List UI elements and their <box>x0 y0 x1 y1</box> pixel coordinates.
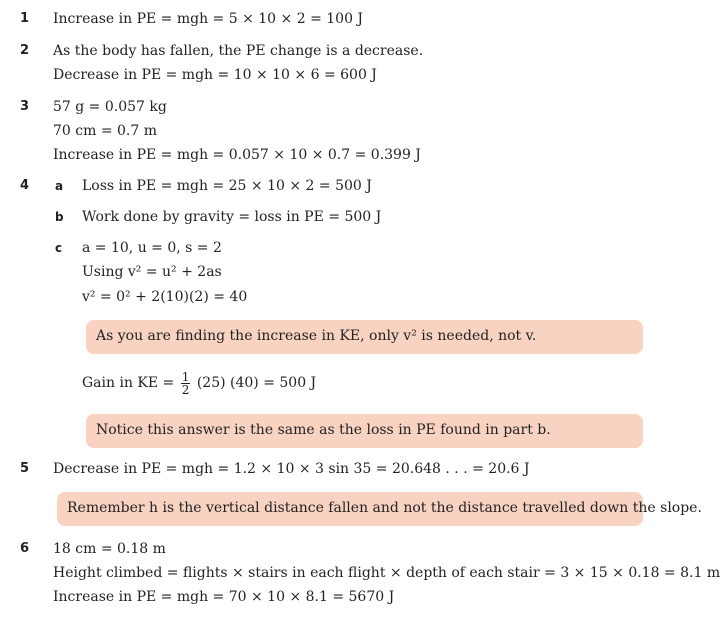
q4-part-c-line-3: v² = 0² + 2(10)(2) = 40 <box>82 289 248 305</box>
q4-note-ke: As you are finding the increase in KE, only v² is needed, not v. <box>86 320 643 354</box>
q3-line-2: 70 cm = 0.7 m <box>53 123 158 139</box>
q4-part-b-line: Work done by gravity = loss in PE = 500 J <box>82 209 382 225</box>
q6-line-1: 18 cm = 0.18 m <box>53 541 166 557</box>
q4-part-a-label: a <box>55 179 64 193</box>
q3-line-1: 57 g = 0.057 kg <box>53 99 167 115</box>
q1-line: Increase in PE = mgh = 5 × 10 × 2 = 100 J <box>53 11 364 27</box>
question-number-1: 1 <box>20 11 30 26</box>
fraction-numerator: 1 <box>181 369 190 384</box>
q4-part-c-label: c <box>55 241 63 255</box>
q2-line-1: As the body has fallen, the PE change is a decrease. <box>53 43 424 59</box>
q3-line-3: Increase in PE = mgh = 0.057 × 10 × 0.7 = 0.399 J <box>53 147 421 163</box>
question-number-3: 3 <box>20 99 30 114</box>
question-number-2: 2 <box>20 43 30 58</box>
gain-prefix: Gain in KE = <box>82 375 175 391</box>
q6-line-3: Increase in PE = mgh = 70 × 10 × 8.1 = 5670 J <box>53 589 395 605</box>
question-number-5: 5 <box>20 461 30 476</box>
fraction-half <box>181 371 191 396</box>
q2-line-2: Decrease in PE = mgh = 10 × 10 × 6 = 600 J <box>53 67 377 83</box>
q5-note: Remember h is the vertical distance fallen and not the distance travelled down the slope. <box>57 492 643 526</box>
q4-part-b-label: b <box>55 210 64 224</box>
fraction-denominator: 2 <box>181 382 190 397</box>
q4-note-same-answer: Notice this answer is the same as the loss in PE found in part b. <box>86 414 643 448</box>
q5-line: Decrease in PE = mgh = 1.2 × 10 × 3 sin 35 = 20.648 . . . = 20.6 J <box>53 461 530 477</box>
q4-gain-in-ke <box>82 370 316 396</box>
q4-part-c-line-2: Using v² = u² + 2as <box>82 264 222 280</box>
q4-part-a-line: Loss in PE = mgh = 25 × 10 × 2 = 500 J <box>82 178 372 194</box>
question-number-6: 6 <box>20 541 30 556</box>
question-number-4: 4 <box>20 178 30 193</box>
gain-suffix: (25) (40) = 500 J <box>196 375 317 391</box>
q4-part-c-line-1: a = 10, u = 0, s = 2 <box>82 240 222 256</box>
q6-line-2: Height climbed = flights × stairs in each flight × depth of each stair = 3 × 15 × 0.18 = 8.1 m <box>53 565 720 581</box>
